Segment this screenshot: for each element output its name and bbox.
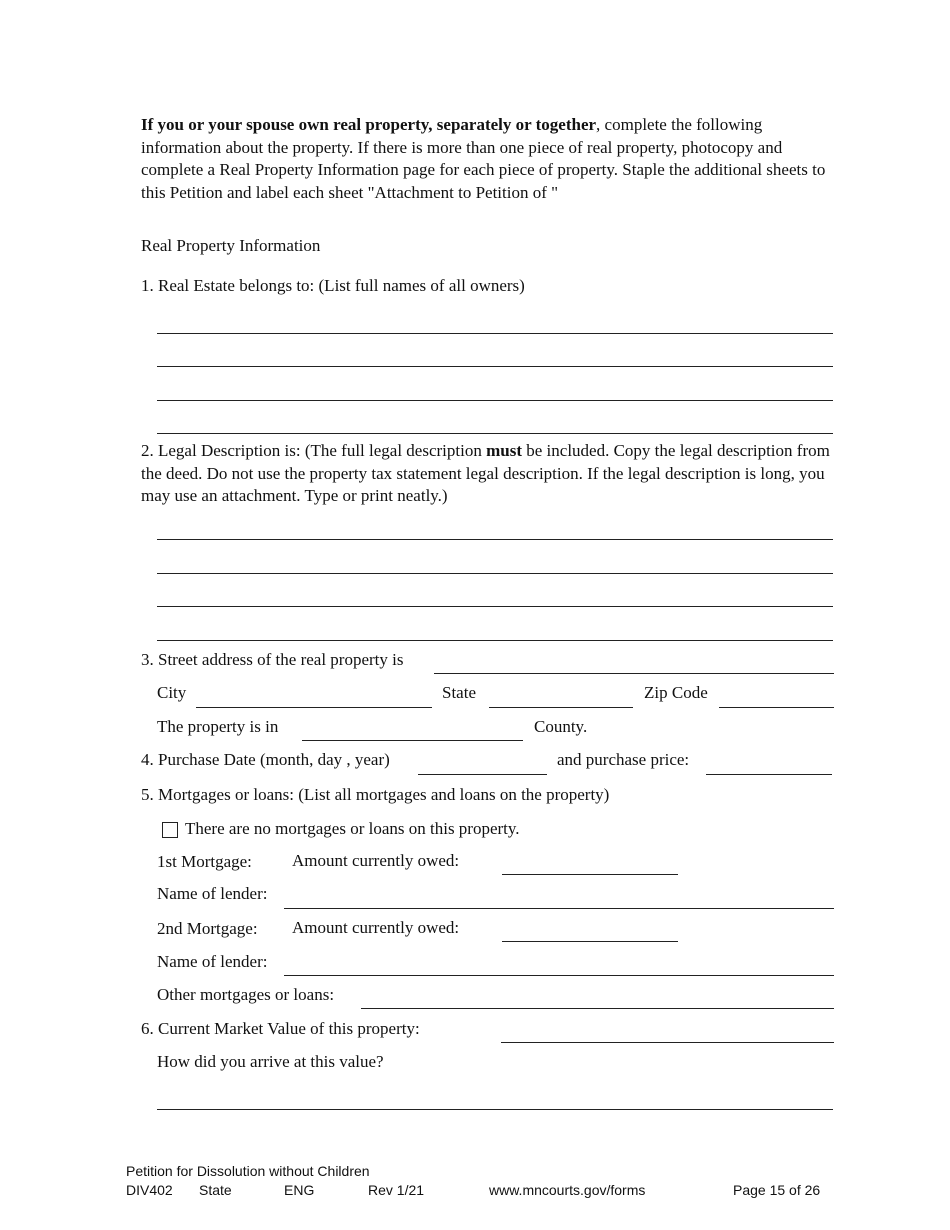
owners-line-2[interactable] bbox=[157, 366, 833, 367]
second-lender-label: Name of lender: bbox=[157, 952, 268, 971]
footer-revision: Rev 1/21 bbox=[368, 1182, 425, 1198]
footer-title: Petition for Dissolution without Children bbox=[126, 1163, 370, 1179]
other-mortgages-label: Other mortgages or loans: bbox=[157, 985, 335, 1004]
zip-field[interactable] bbox=[719, 707, 834, 708]
purchase-price-field[interactable] bbox=[706, 774, 832, 775]
first-lender-label: Name of lender: bbox=[157, 884, 268, 903]
second-amount-field[interactable] bbox=[502, 941, 678, 942]
first-mortgage-label: 1st Mortgage: bbox=[157, 852, 252, 871]
q1-label: 1. Real Estate belongs to: (List full names of all owners) bbox=[141, 276, 525, 295]
legal-line-3[interactable] bbox=[157, 606, 833, 607]
footer-language: ENG bbox=[284, 1182, 315, 1198]
zip-label: Zip Code bbox=[644, 683, 708, 702]
legal-line-1[interactable] bbox=[157, 539, 833, 540]
no-mortgage-label: There are no mortgages or loans on this property. bbox=[185, 819, 520, 838]
how-value-field[interactable] bbox=[157, 1109, 833, 1110]
q2-text-after: be included. Copy the legal description from the deed. Do not use the property tax statement legal description. If the legal description is long, you may use an attachment. Type or print neatly.) bbox=[141, 441, 830, 505]
second-amount-label: Amount currently owed: bbox=[292, 918, 460, 937]
street-address-field[interactable] bbox=[434, 673, 834, 674]
first-amount-field[interactable] bbox=[502, 874, 678, 875]
q4-label: 4. Purchase Date (month, day , year) bbox=[141, 750, 390, 769]
footer-url: www.mncourts.gov/forms bbox=[489, 1182, 646, 1198]
footer-form-number: DIV402 bbox=[126, 1182, 173, 1198]
county-label: County. bbox=[534, 717, 588, 736]
no-mortgage-checkbox[interactable] bbox=[162, 822, 178, 838]
footer-page-number: Page 15 of 26 bbox=[733, 1182, 821, 1198]
other-mortgages-field[interactable] bbox=[361, 1008, 834, 1009]
legal-line-2[interactable] bbox=[157, 573, 833, 574]
owners-line-3[interactable] bbox=[157, 400, 833, 401]
market-value-field[interactable] bbox=[501, 1042, 834, 1043]
property-in-label: The property is in bbox=[157, 717, 279, 736]
state-field[interactable] bbox=[489, 707, 633, 708]
state-label: State bbox=[442, 683, 476, 702]
owners-line-4[interactable] bbox=[157, 433, 833, 434]
q2-paragraph bbox=[141, 440, 831, 508]
footer-state: State bbox=[199, 1182, 232, 1198]
q3-label: 3. Street address of the real property is bbox=[141, 650, 404, 669]
county-field[interactable] bbox=[302, 740, 523, 741]
intro-paragraph bbox=[141, 114, 831, 204]
section-title: Real Property Information bbox=[141, 236, 321, 255]
purchase-price-label: and purchase price: bbox=[557, 750, 690, 769]
city-field[interactable] bbox=[196, 707, 432, 708]
first-amount-label: Amount currently owed: bbox=[292, 851, 460, 870]
how-value-label: How did you arrive at this value? bbox=[157, 1052, 384, 1071]
first-lender-field[interactable] bbox=[284, 908, 834, 909]
second-mortgage-label: 2nd Mortgage: bbox=[157, 919, 258, 938]
intro-bold: If you or your spouse own real property, separately or together bbox=[141, 115, 597, 134]
owners-line-1[interactable] bbox=[157, 333, 833, 334]
q2-text-before: 2. Legal Description is: (The full legal description bbox=[141, 441, 487, 460]
q6-label: 6. Current Market Value of this property: bbox=[141, 1019, 420, 1038]
intro-text: , complete the following information about the property. If there is more than one piece of real property, photocopy and complete a Real Property Information page for each piece of property. Staple the additional sheets to this Petition and label each sheet "Attachment to Petition of " bbox=[141, 115, 826, 202]
q2-bold: must bbox=[486, 441, 523, 460]
q5-label: 5. Mortgages or loans: (List all mortgages and loans on the property) bbox=[141, 785, 610, 804]
city-label: City bbox=[157, 683, 187, 702]
second-lender-field[interactable] bbox=[284, 975, 834, 976]
purchase-date-field[interactable] bbox=[418, 774, 547, 775]
legal-line-4[interactable] bbox=[157, 640, 833, 641]
